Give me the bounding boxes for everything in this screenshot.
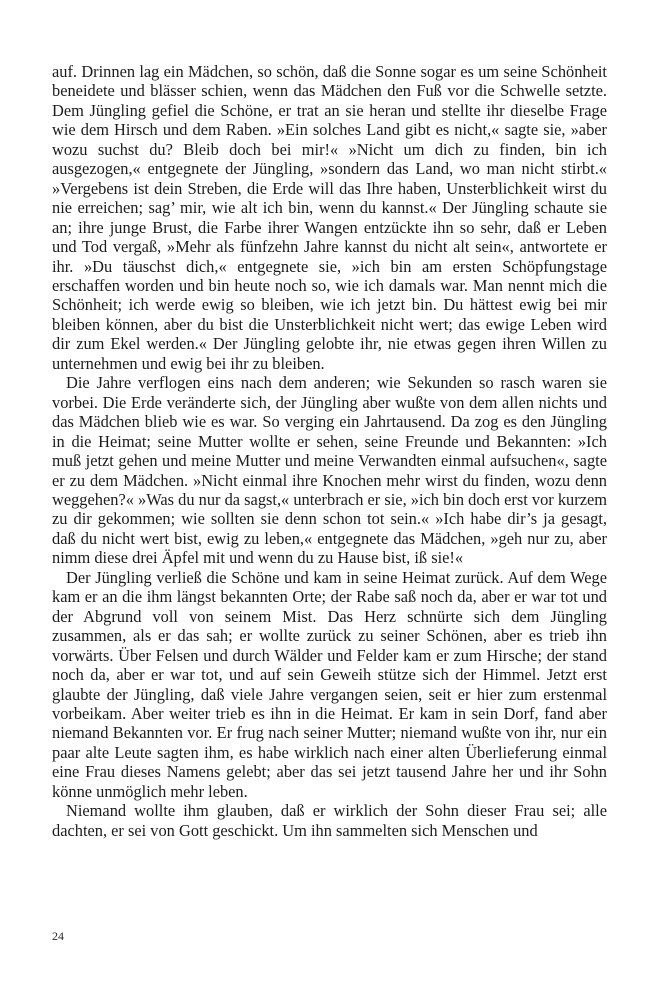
paragraph-3: Der Jüngling verließ die Schöne und kam in seine Heimat zurück. Auf dem Wege kam er an die ihm längst bekannten Orte; der Rabe saß noch da, aber er war tot und der Abgrund voll von seinem Mist. Das Herz schnürte sich dem Jüngling zusammen, als er das sah; er wollte zurück zu seiner Schönen, aber es trieb ihn vorwärts. Über Felsen und durch Wälder und Felder kam er zum Hirsche; der stand noch da, aber er war tot, und auf sein Geweih stütze sich der Himmel. Jetzt erst glaubte der Jüngling, daß viele Jahre vergangen seien, seit er hier zum erstenmal vorbeikam. Aber weiter trieb es ihn in die Heimat. Er kam in sein Dorf, fand aber niemand Bekannten vor. Er frug nach seiner Mutter; niemand wußte von ihr, nur ein paar alte Leute sagten ihm, es habe wirklich nach einer alten Überlieferung einmal eine Frau dieses Namens gelebt; aber das sei jetzt tausend Jahre her und ihr Sohn könne unmöglich mehr leben.: [52, 567, 607, 801]
paragraph-1: auf. Drinnen lag ein Mädchen, so schön, daß die Sonne sogar es um seine Schönheit beneidete und blässer schien, wenn das Mädchen den Fuß vor die Schwelle setzte. Dem Jüngling gefiel die Schöne, er trat an sie heran und stellte ihr dieselbe Frage wie dem Hirsch und dem Raben. »Ein solches Land gibt es nicht,« sagte sie, »aber wozu suchst du? Bleib doch bei mir!« »Nicht um dich zu finden, bin ich ausgezogen,« entgegnete der Jüngling, »sondern das Land, wo man nicht stirbt.« »Vergebens ist dein Streben, die Erde will das Ihre haben, Unsterblichkeit wirst du nie erreichen; sag’ mir, wie alt ich bin, wenn du kannst.« Der Jüngling schaute sie an; ihre junge Brust, die Farbe ihrer Wangen entzückte ihn so sehr, daß er Leben und Tod vergaß, »Mehr als fünfzehn Jahre kannst du nicht alt sein«, antwortete er ihr. »Du täuschst dich,« entgegnete sie, »ich bin am ersten Schöpfungstage erschaffen worden und bin heute noch so, wie ich damals war. Man nennt mich die Schönheit; ich werde ewig so bleiben, wie ich jetzt bin. Du hättest ewig bei mir bleiben können, aber du bist die Unsterblichkeit nicht wert; das ewige Leben wird dir zum Ekel werden.« Der Jüngling gelobte ihr, nie etwas gegen ihren Willen zu unternehmen und ewig bei ihr zu bleiben.: [52, 62, 607, 373]
paragraph-4: Niemand wollte ihm glauben, daß er wirklich der Sohn dieser Frau sei; alle dachten, er sei von Gott geschickt. Um ihn sammelten sich Menschen und: [52, 801, 607, 840]
paragraph-2: Die Jahre verflogen eins nach dem anderen; wie Sekunden so rasch waren sie vorbei. Die Erde veränderte sich, der Jüngling aber wußte von dem allen nichts und das Mädchen blieb wie es war. So verging ein Jahrtausend. Da zog es den Jüngling in die Heimat; seine Mutter wollte er sehen, seine Freunde und Bekannten: »Ich muß jetzt gehen und meine Mutter und meine Verwandten einmal aufsuchen«, sagte er zu dem Mädchen. »Nicht einmal ihre Knochen mehr wirst du finden, wozu denn weggehen?« »Was du nur da sagst,« unterbrach er sie, »ich bin doch erst vor kurzem zu dir gekommen; wie sollten sie denn schon tot sein.« »Ich habe dir’s ja gesagt, daß du nicht wert bist, ewig zu leben,« entgegnete das Mädchen, »geh nur zu, aber nimm diese drei Äpfel mit und wenn du zu Hause bist, iß sie!«: [52, 373, 607, 568]
page-number: 24: [52, 929, 64, 943]
book-page-text: [52, 62, 607, 840]
